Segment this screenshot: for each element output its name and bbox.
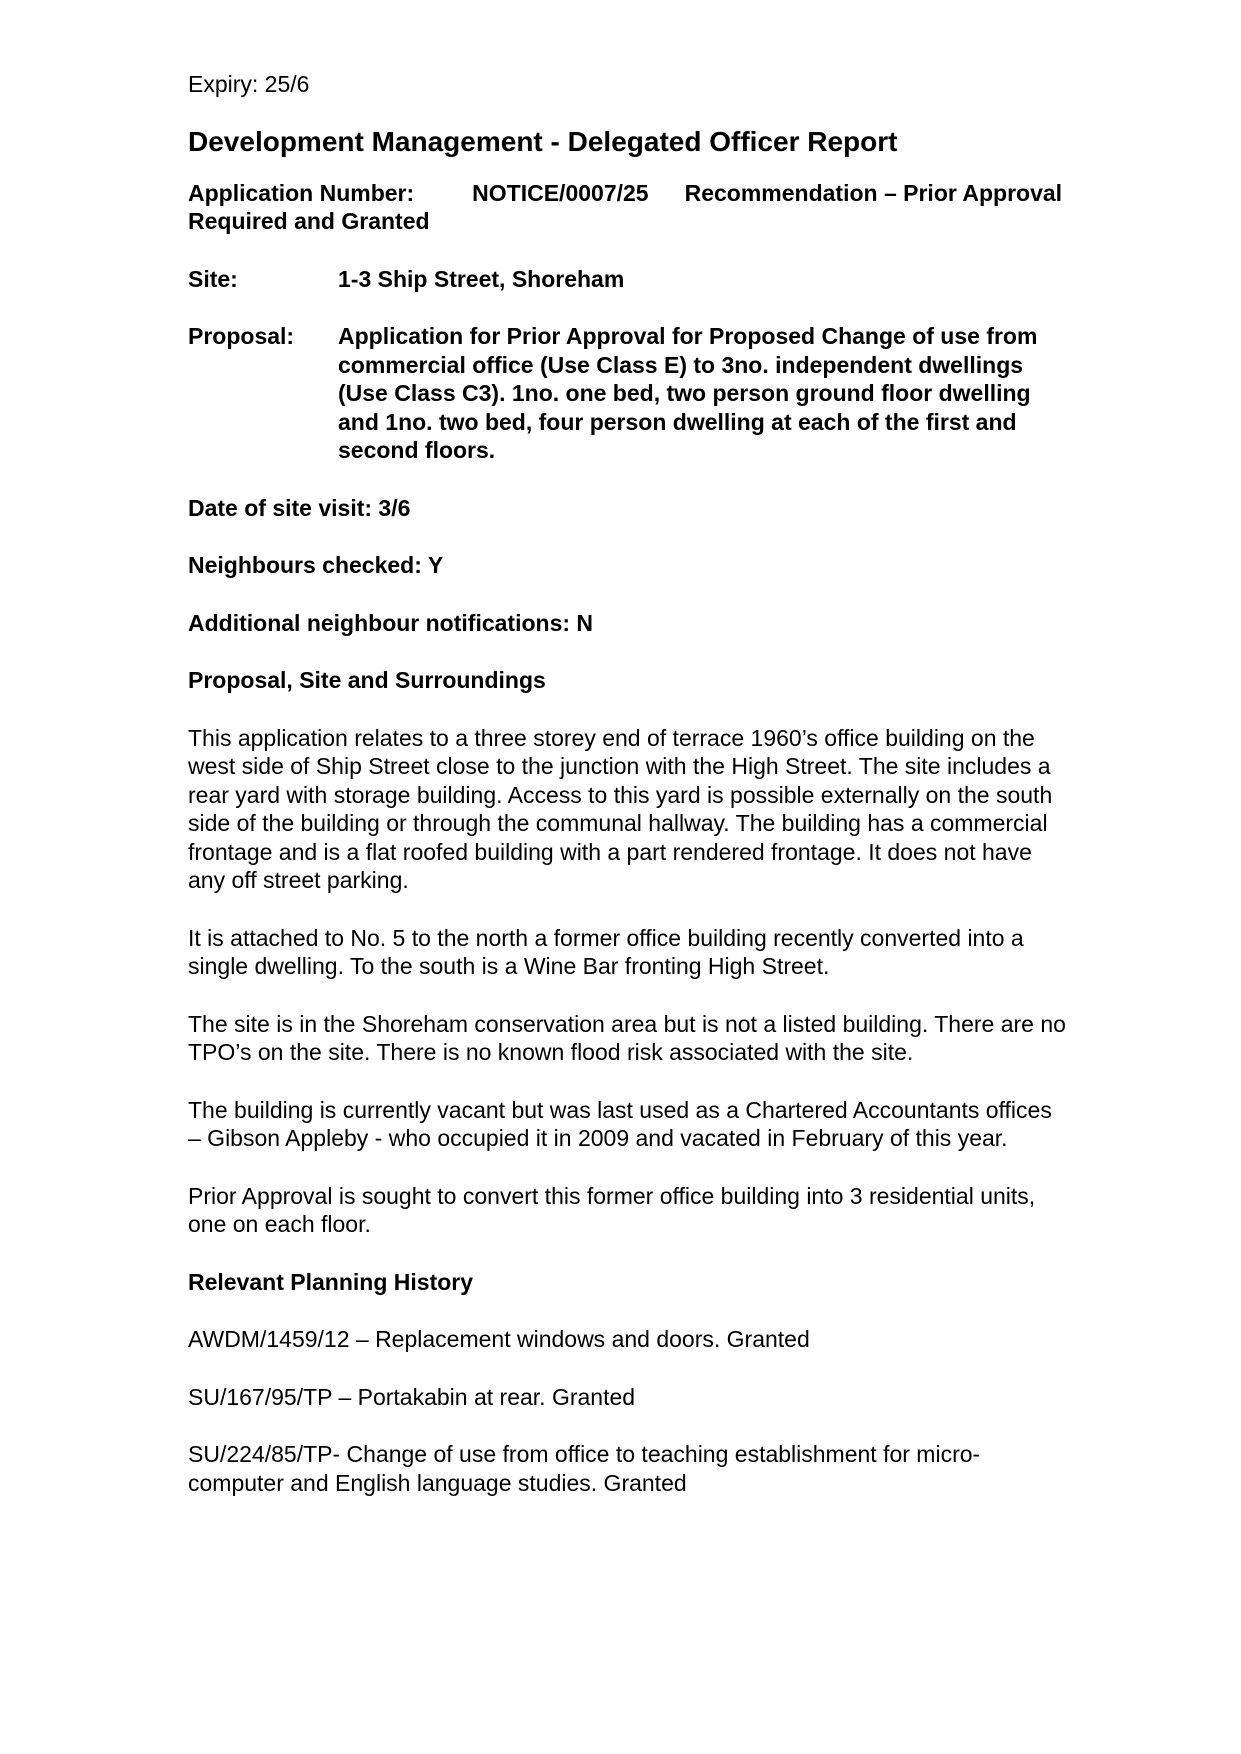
application-number-label: Application Number: (188, 179, 415, 206)
history-item: SU/224/85/TP- Change of use from office to teaching establishment for micro-computer and English language studies. Granted (188, 1441, 981, 1496)
neighbours-checked: Neighbours checked: Y (188, 552, 444, 578)
application-number-value: NOTICE/0007/25 (472, 179, 649, 206)
site-visit-date: Date of site visit: 3/6 (188, 494, 411, 521)
proposal-label: Proposal: (188, 323, 295, 349)
section-heading-proposal-site: Proposal, Site and Surroundings (188, 667, 546, 693)
recommendation: Recommendation – Prior Approval Required and Granted (188, 179, 1063, 234)
history-item: AWDM/1459/12 – Replacement windows and doors. Granted (188, 1326, 810, 1352)
paragraph: The site is in the Shoreham conservation area but is not a listed building. There are no TPO’s on the site. There is no known flood risk associated with the site. (188, 1010, 1066, 1065)
expiry-date: Expiry: 25/6 (188, 71, 310, 97)
proposal-value: Application for Prior Approval for Proposed Change of use from commercial office (Use Class E) to 3no. independent dwellings (Use Class C3). 1no. one bed, two person ground floor dwelling and 1no. two bed, four person dwelling at each of the first and second floors. (338, 323, 1038, 463)
site-label: Site: (188, 265, 238, 292)
proposal-row (188, 322, 1068, 465)
report-page (188, 70, 1068, 1526)
site-row (188, 265, 1068, 294)
additional-neighbour-notifications: Additional neighbour notifications: N (188, 609, 594, 636)
paragraph: It is attached to No. 5 to the north a former office building recently converted into a single dwelling. To the south is a Wine Bar fronting High Street. (188, 924, 1024, 979)
history-item: SU/167/95/TP – Portakabin at rear. Granted (188, 1383, 636, 1410)
site-value: 1-3 Ship Street, Shoreham (338, 265, 625, 292)
application-number-line (188, 179, 1068, 236)
paragraph: This application relates to a three storey end of terrace 1960’s office building on the west side of Ship Street close to the junction with the High Street. The site includes a rear yard with storage building. Access to this yard is possible externally on the south side of the building or through the communal hallway. The building has a commercial frontage and is a flat roofed building with a part rendered frontage. It does not have any off street parking. (188, 724, 1053, 893)
paragraph: The building is currently vacant but was last used as a Chartered Accountants offices – Gibson Appleby - who occupied it in 2009 and vacated in February of this year. (188, 1096, 1052, 1151)
report-title: Development Management - Delegated Officer Report (188, 125, 898, 157)
section-heading-planning-history: Relevant Planning History (188, 1268, 474, 1295)
paragraph: Prior Approval is sought to convert this former office building into 3 residential units, one on each floor. (188, 1182, 1036, 1237)
